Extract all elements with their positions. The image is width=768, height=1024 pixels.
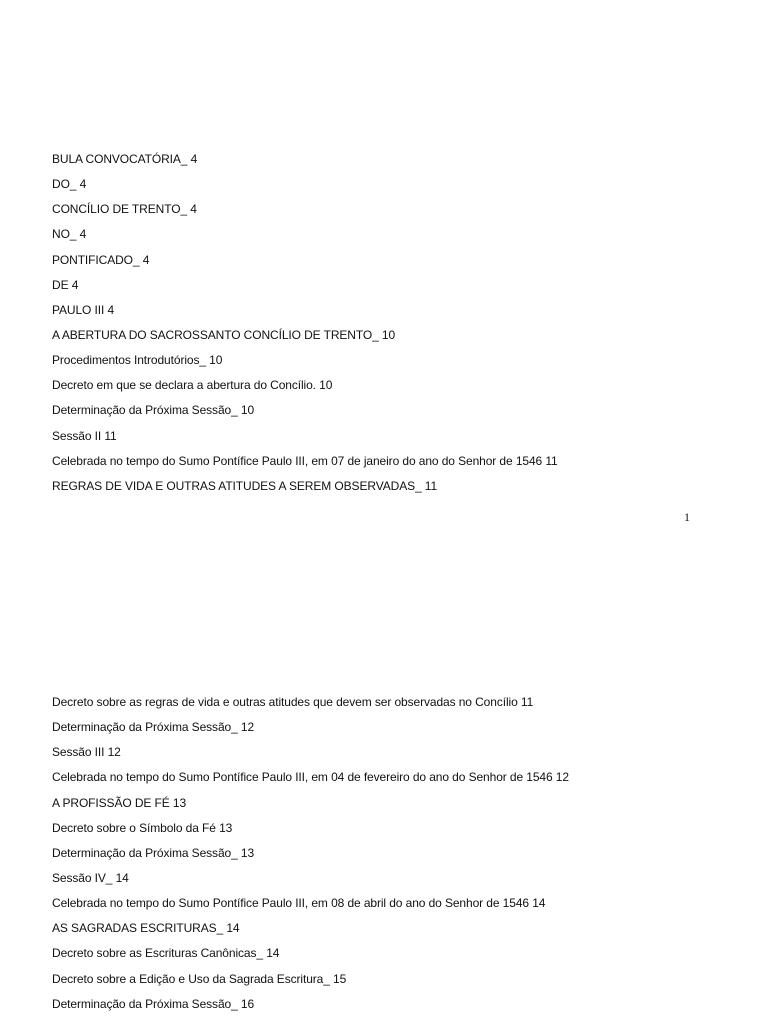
toc-entry: Determinação da Próxima Sessão_ 13 bbox=[52, 845, 255, 860]
toc-entry: CONCÍLIO DE TRENTO_ 4 bbox=[52, 202, 197, 217]
toc-entry: Determinação da Próxima Sessão_ 12 bbox=[52, 720, 255, 735]
toc-entry: Procedimentos Introdutórios_ 10 bbox=[52, 353, 223, 368]
table-of-contents-block-1 bbox=[52, 151, 558, 503]
toc-entry: Celebrada no tempo do Sumo Pontífice Paulo III, em 08 de abril do ano do Senhor de 1546 14 bbox=[52, 896, 546, 911]
page-number: 1 bbox=[684, 510, 690, 524]
toc-entry: A PROFISSÃO DE FÉ 13 bbox=[52, 795, 187, 810]
toc-entry: DO_ 4 bbox=[52, 177, 87, 192]
toc-entry: Celebrada no tempo do Sumo Pontífice Paulo III, em 07 de janeiro do ano do Senhor de 1546 11 bbox=[52, 453, 558, 468]
toc-entry: Decreto sobre as Escrituras Canônicas_ 14 bbox=[52, 946, 280, 961]
toc-entry: Celebrada no tempo do Sumo Pontífice Paulo III, em 04 de fevereiro do ano do Senhor de 1546 12 bbox=[52, 770, 569, 785]
toc-entry: Decreto em que se declara a abertura do Concílio. 10 bbox=[52, 378, 333, 393]
toc-entry: Determinação da Próxima Sessão_ 10 bbox=[52, 403, 255, 418]
toc-entry: Decreto sobre o Símbolo da Fé 13 bbox=[52, 820, 233, 835]
toc-entry: Sessão IV_ 14 bbox=[52, 870, 129, 885]
toc-entry: A ABERTURA DO SACROSSANTO CONCÍLIO DE TRENTO_ 10 bbox=[52, 327, 396, 342]
toc-entry: NO_ 4 bbox=[52, 227, 87, 242]
toc-entry: BULA CONVOCATÓRIA_ 4 bbox=[52, 152, 198, 166]
toc-entry: REGRAS DE VIDA E OUTRAS ATITUDES A SEREM OBSERVADAS_ 11 bbox=[52, 478, 438, 493]
toc-entry: Decreto sobre as regras de vida e outras atitudes que devem ser observadas no Concílio 11 bbox=[52, 695, 534, 709]
toc-entry: PONTIFICADO_ 4 bbox=[52, 252, 150, 267]
toc-entry: Sessão II 11 bbox=[52, 428, 117, 443]
toc-entry: PAULO III 4 bbox=[52, 302, 115, 317]
toc-entry: Sessão III 12 bbox=[52, 745, 121, 760]
toc-entry: DE 4 bbox=[52, 277, 79, 292]
table-of-contents-block-2 bbox=[52, 694, 569, 1021]
toc-entry: AS SAGRADAS ESCRITURAS_ 14 bbox=[52, 921, 240, 936]
toc-entry: Decreto sobre a Edição e Uso da Sagrada Escritura_ 15 bbox=[52, 971, 347, 986]
toc-entry: Determinação da Próxima Sessão_ 16 bbox=[52, 996, 255, 1011]
